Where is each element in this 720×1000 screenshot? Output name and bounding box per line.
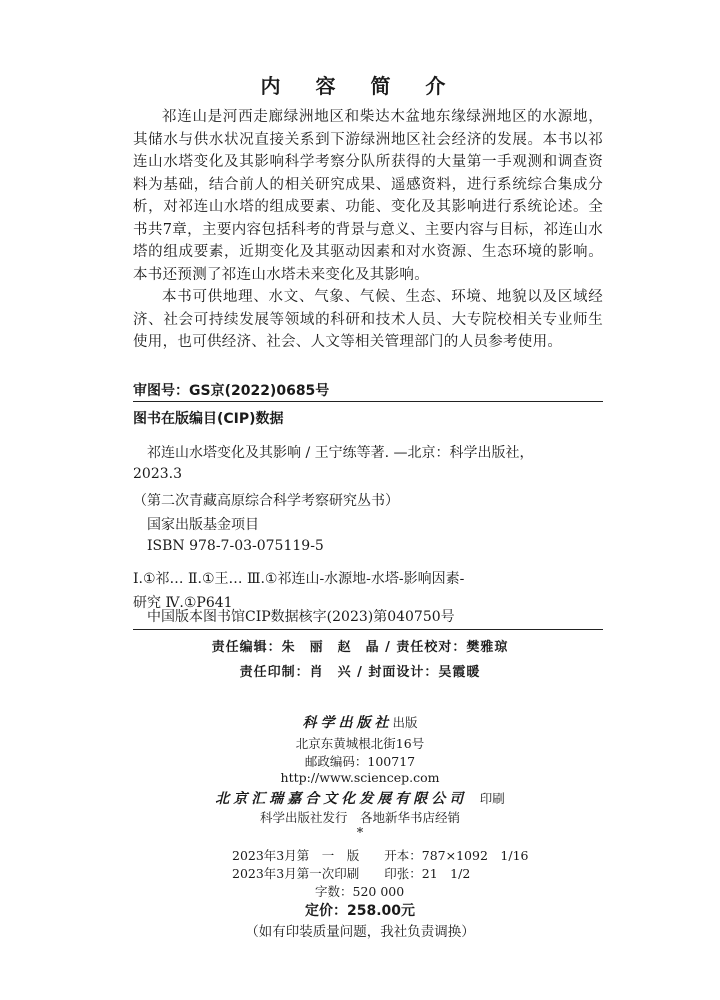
distribution-line: 科学出版社发行 各地新华书店经销 — [259, 810, 460, 825]
quality-note: （如有印装质量问题，我社负责调换） — [245, 924, 475, 940]
page-title: 内 容 简 介 — [260, 74, 460, 98]
cip-data-number: 中国版本图书馆CIP数据核字(2023)第040750号 — [147, 609, 455, 625]
publisher-address: 北京东黄城根北街16号 — [295, 736, 425, 751]
divider — [133, 629, 603, 630]
intro-paragraph: 祁连山是河西走廊绿洲地区和柴达木盆地东缘绿洲地区的水源地，其储水与供水状况直接关系到下游绿洲地区社会经济的发展。本书以祁连山水塔变化及其影响科学考察分队所获得的大量第一手观测和调查资料为基础，结合前人的相关研究成果、遥感资料，进行系统综合集成分析，对祁连山水塔的组成要素、功能、变化及其影响进行系统论述。全书共7章，主要内容包括科考的背景与意义、主要内容与目标，祁连山水塔的组成要素，近期变化及其驱动因素和对水资源、生态环境的影响。本书还预测了祁连山水塔未来变化及其影响。 — [133, 109, 603, 283]
cip-line: Ⅰ.①祁… Ⅱ.①王… Ⅲ.①祁连山-水源地-水塔-影响因素- — [133, 571, 465, 587]
map-approval-number: 审图号：GS京(2022)0685号 — [133, 383, 330, 399]
production-credits: 责任印制：肖 兴 / 封面设计：吴霞暖 — [239, 665, 481, 680]
divider — [133, 401, 603, 402]
edition-info: 2023年3月第 一 版 开本：787×1092 1/16 — [232, 848, 529, 863]
publisher-suffix: 出版 — [392, 715, 418, 730]
printing-info: 2023年3月第一次印刷 印张：21 1/2 — [232, 866, 471, 881]
printer-suffix: 印刷 — [479, 791, 505, 806]
cip-line: 祁连山水塔变化及其影响 / 王宁练等著. —北京：科学出版社， — [147, 445, 534, 461]
publisher-url: http://www.sciencep.com — [280, 770, 440, 785]
cip-heading: 图书在版编目(CIP)数据 — [133, 411, 284, 427]
intro-paragraph: 本书可供地理、水文、气象、气候、生态、环境、地貌以及区域经济、社会可持续发展等领域的科研和技术人员、大专院校相关专业师生使用，也可供经济、社会、人文等相关管理部门的人员参考使用。 — [133, 289, 603, 350]
printer-line — [0, 788, 720, 808]
separator-star: * — [356, 826, 364, 841]
publisher-postcode: 邮政编码：100717 — [304, 754, 416, 769]
cip-line: 研究 Ⅳ.①P641 — [133, 595, 233, 611]
cip-line: 2023.3 — [133, 466, 182, 482]
editor-credits: 责任编辑：朱 丽 赵 晶 / 责任校对：樊雅琼 — [211, 640, 509, 655]
intro-section — [133, 106, 603, 354]
cip-isbn: ISBN 978-7-03-075119-5 — [147, 538, 324, 554]
cip-line: （第二次青藏高原综合科学考察研究丛书） — [133, 493, 399, 509]
publisher-name: 科学出版社 — [302, 715, 393, 731]
price: 定价：258.00元 — [304, 903, 416, 919]
cip-line: 国家出版基金项目 — [147, 517, 259, 533]
publisher-line — [0, 712, 720, 732]
word-count: 字数：520 000 — [315, 884, 405, 899]
printer-name: 北京汇瑞嘉合文化发展有限公司 — [215, 791, 468, 807]
